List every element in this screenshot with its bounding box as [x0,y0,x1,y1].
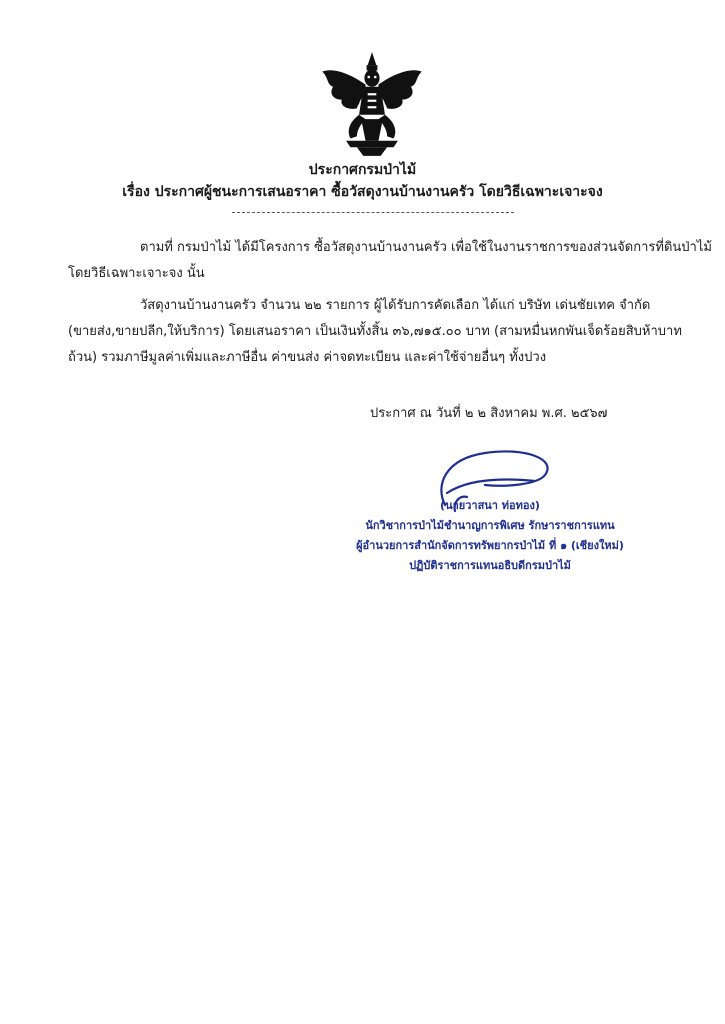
garuda-emblem-icon [318,50,426,158]
announcement-date: ประกาศ ณ วันที่ ๒ ๒ สิงหาคม พ.ศ. ๒๕๖๗ [370,406,608,421]
paragraph1-line1: ตามที่ กรมป่าไม้ ได้มีโครงการ ซื้อวัสดุงานบ้านงานครัว เพื่อใช้ในงานราชการของส่วนจัดการที่ดินป่าไม้ [140,240,712,255]
paragraph2-line1: วัสดุงานบ้านงานครัว จำนวน ๒๒ รายการ ผู้ได้รับการคัดเลือก ได้แก่ บริษัท เด่นชัยเทค จำกัด [140,298,651,313]
agency-title: ประกาศกรมป่าไม้ [308,162,417,178]
signatory-position-2: ผู้อำนวยการสำนักจัดการทรัพยากรป่าไม้ ที่ ๑ (เชียงใหม่) [356,539,624,552]
paragraph2-line2: (ขายส่ง,ขายปลีก,ให้บริการ) โดยเสนอราคา เป็นเงินทั้งสิ้น ๓๖,๗๑๕.๐๐ บาท (สามหมื่นหกพันเจ็ดร้อยสิบห้าบาท [68,324,682,339]
paragraph1-line2: โดยวิธีเฉพาะเจาะจง นั้น [68,266,205,281]
signatory-position-1: นักวิชาการป่าไม้ชำนาญการพิเศษ รักษาราชการแทน [365,519,615,532]
paragraph2-line3: ถ้วน) รวมภาษีมูลค่าเพิ่มและภาษีอื่น ค่าขนส่ง ค่าจดทะเบียน และค่าใช้จ่ายอื่นๆ ทั้งปวง [68,350,547,365]
header-divider [232,212,514,213]
announcement-subject: เรื่อง ประกาศผู้ชนะการเสนอราคา ซื้อวัสดุงานบ้านงานครัว โดยวิธีเฉพาะเจาะจง [122,184,603,200]
signatory-name: (นายวาสนา ท่อทอง) [440,499,540,512]
signatory-position-3: ปฏิบัติราชการแทนอธิบดีกรมป่าไม้ [409,559,571,572]
